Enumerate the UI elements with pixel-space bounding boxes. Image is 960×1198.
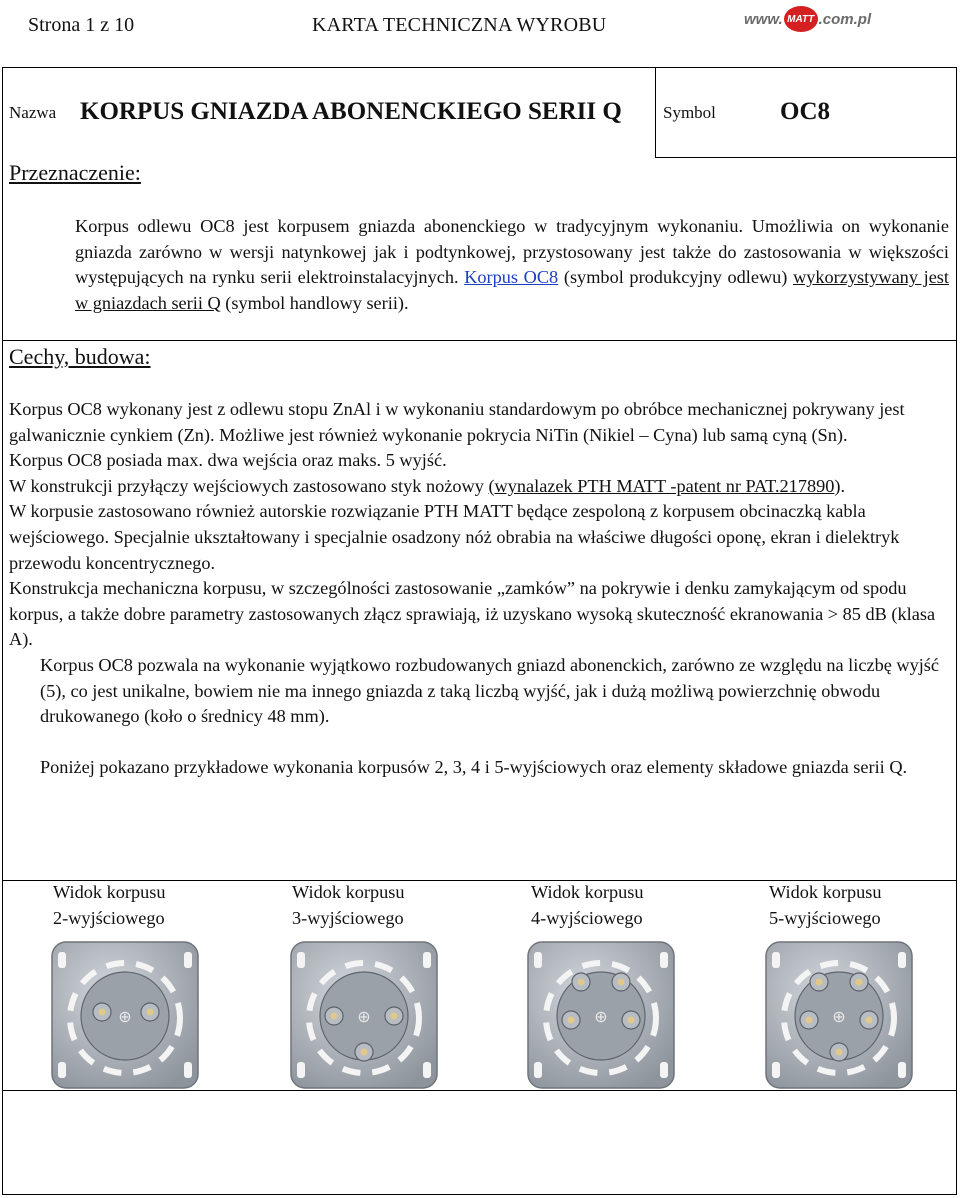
cable-cutter-mark: ⊕ (118, 1007, 132, 1026)
mounting-slot (184, 952, 192, 968)
housing-image-4-outputs (526, 940, 676, 1090)
connector-pin (391, 1013, 398, 1020)
mounting-slot (58, 952, 66, 968)
view-caption-line1: Widok korpusu (769, 882, 882, 902)
connector-pin (361, 1049, 368, 1056)
connector-pin (628, 1017, 635, 1024)
section-divider-3 (2, 1090, 957, 1091)
mounting-slot (660, 952, 668, 968)
connector-pin (856, 979, 863, 986)
cable-cutter-mark: ⊕ (594, 1007, 608, 1026)
housing-image-2-outputs (50, 940, 200, 1090)
page-number: Strona 1 z 10 (28, 14, 135, 36)
connector-pin (836, 1049, 843, 1056)
features-p6: Korpus OC8 pozwala na wykonanie wyjątkowo rozbudowanych gniazd abonenckich, zarówno ze względu na liczbę wyjść (5), co jest unikalne, bowiem nie ma innego gniazda z taką liczbą wyjść, jak i dużą możliwą powierzchnię obwodu drukowanego (koło o średnicy 48 mm). (40, 654, 940, 727)
view-caption-line1: Widok korpusu (292, 882, 405, 902)
symbol-bottom-line (655, 157, 957, 158)
connector-pin (866, 1017, 873, 1024)
mounting-slot (898, 1062, 906, 1078)
connector-pin (331, 1013, 338, 1020)
view-caption-2 (53, 880, 253, 931)
features-p4: W korpusie zastosowano również autorskie rozwiązanie PTH MATT będące zespoloną z korpusem obcinaczką kabla wejściowego. Specjalnie ukształtowany i specjalnie osadzony nóż obrabia na właściwe długości oponę, ekran i dielektryk przewodu koncentrycznego. (9, 501, 900, 573)
connector-pin (568, 1017, 575, 1024)
features-p2: Korpus OC8 posiada max. dwa wejścia oraz maks. 5 wyjść. (9, 450, 447, 471)
mounting-slot (297, 1062, 305, 1078)
connector-pin (618, 979, 625, 986)
features-p3-b: ). (834, 475, 846, 496)
view-caption-line2: 3-wyjściowego (292, 907, 404, 928)
symbol-divider (655, 67, 656, 157)
housing-image-5-outputs (764, 940, 914, 1090)
mounting-slot (184, 1062, 192, 1078)
mounting-slot (772, 952, 780, 968)
cable-cutter-mark: ⊕ (357, 1007, 371, 1026)
housing-image-3-outputs (289, 940, 439, 1090)
purpose-link-2: wykorzystywany jest w gniazdach serii Q (75, 267, 949, 313)
connector-pin (147, 1009, 154, 1016)
mounting-slot (898, 952, 906, 968)
features-p3-patent: (wynalazek PTH MATT -patent nr PAT.217890 (488, 475, 835, 496)
features-p7: Poniżej pokazano przykładowe wykonania korpusów 2, 3, 4 i 5-wyjściowych oraz elementy składowe gniazda serii Q. (40, 756, 908, 777)
view-caption-line2: 2-wyjściowego (53, 907, 165, 928)
symbol-label: Symbol (663, 103, 716, 122)
view-caption-line1: Widok korpusu (53, 882, 166, 902)
view-caption-line1: Widok korpusu (531, 882, 644, 902)
view-caption-line2: 5-wyjściowego (769, 907, 881, 928)
name-label: Nazwa (9, 103, 57, 122)
connector-pin (578, 979, 585, 986)
purpose-heading: Przeznaczenie: (9, 160, 141, 185)
features-p5: Konstrukcja mechaniczna korpusu, w szczególności zastosowanie „zamków” na pokrywie i denku zamykającym od spodu korpus, a także dobre parametry zastosowanych złącz sprawiają, iż uzyskano wysoką skuteczność ekranowania > 85 dB (klasa A). (9, 578, 936, 650)
purpose-text-1: Korpus odlewu OC8 jest korpusem gniazda abonenckiego w tradycyjnym wykonaniu. Umożliwia on wykonanie gniazda zarówno w wersji natynkowej jak i podtynkowej, przystosowany jest także do zastosowania w większości występujących na rynku serii elektroinstalacyjnych. (75, 216, 949, 288)
product-name: KORPUS GNIAZDA ABONENCKIEGO SERII Q (80, 98, 622, 125)
connector-pin (99, 1009, 106, 1016)
features-heading: Cechy, budowa: (9, 344, 151, 369)
mounting-slot (534, 1062, 542, 1078)
mounting-slot (423, 952, 431, 968)
mounting-slot (423, 1062, 431, 1078)
features-p3 (9, 474, 949, 500)
features-text (9, 397, 949, 780)
document-title: KARTA TECHNICZNA WYROBU (312, 14, 607, 36)
connector-pin (806, 1017, 813, 1024)
view-caption-3 (292, 880, 492, 931)
features-p3-a: W konstrukcji przyłączy wejściowych zastosowano styk nożowy (9, 475, 484, 496)
view-caption-line2: 4-wyjściowego (531, 907, 643, 928)
purpose-link-1[interactable]: Korpus OC8 (464, 267, 559, 288)
logo-prefix: www. (744, 10, 783, 28)
logo-brand: MATT (784, 6, 818, 32)
product-symbol: OC8 (780, 98, 830, 125)
logo-suffix: .com.pl (818, 10, 872, 28)
features-p1: Korpus OC8 wykonany jest z odlewu stopu ZnAl i w wykonaniu standardowym po obróbce mechanicznej pokrywany jest galwanicznie cynkiem (Zn). Możliwe jest również wykonanie pokrycia NiTin (Nikiel – Cyna) lub samą cyną (Sn). (9, 399, 905, 445)
mounting-slot (660, 1062, 668, 1078)
mounting-slot (534, 952, 542, 968)
view-caption-4 (531, 880, 731, 931)
purpose-text-3: (symbol handlowy serii). (225, 292, 409, 313)
mounting-slot (772, 1062, 780, 1078)
purpose-text (9, 214, 949, 316)
mounting-slot (58, 1062, 66, 1078)
purpose-text-2: (symbol produkcyjny odlewu) (563, 267, 788, 288)
connector-pin (816, 979, 823, 986)
cable-cutter-mark: ⊕ (832, 1007, 846, 1026)
view-caption-5 (769, 880, 960, 931)
mounting-slot (297, 952, 305, 968)
matt-logo[interactable] (744, 6, 871, 32)
section-divider-1 (2, 340, 957, 341)
